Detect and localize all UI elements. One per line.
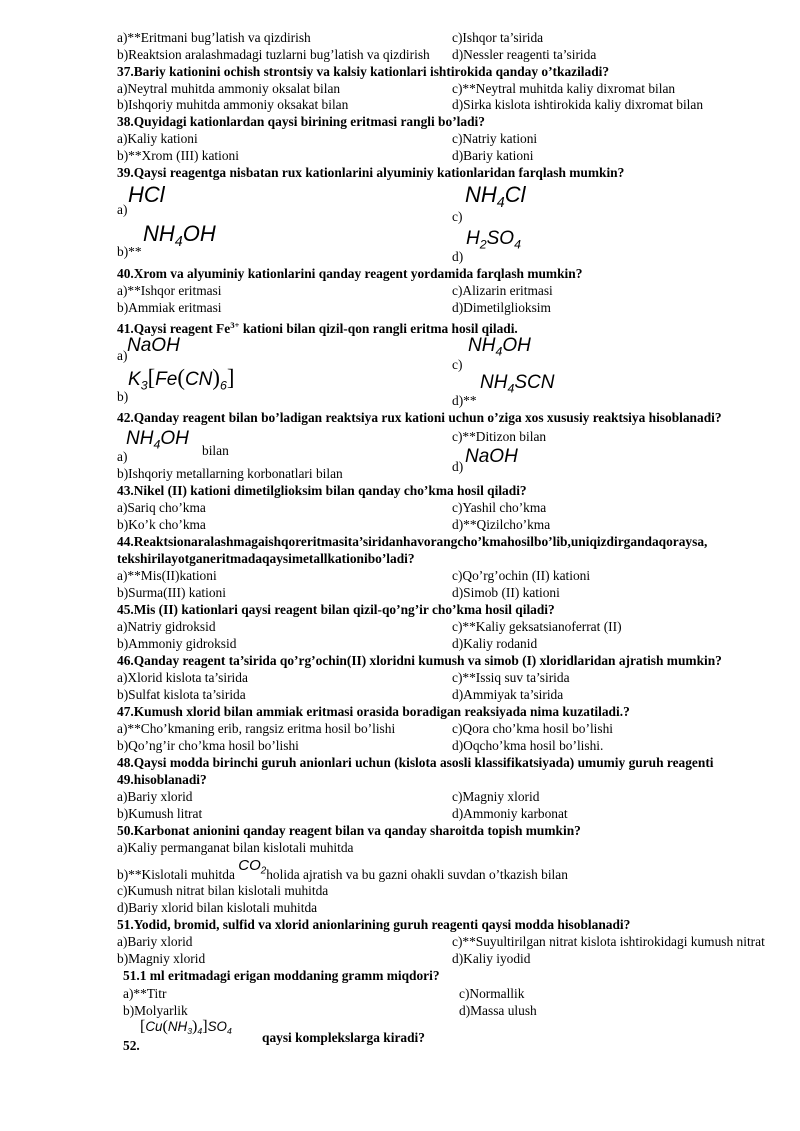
q44-title-line2: tekshirilayotganeritmadaqaysimetallkationibo’ladi?: [117, 551, 415, 566]
q39-option-a-formula: HCl: [128, 182, 165, 207]
q48-option-d: d)Ammoniy karbonat: [452, 806, 568, 821]
q50-option-a: a)Kaliy permanganat bilan kislotali muhitda: [117, 840, 354, 855]
q36-option-c: c)Ishqor ta’sirida: [452, 30, 544, 45]
q50-title: 50.Karbonat anionini qanday reagent bilan va qanday sharoitda topish mumkin?: [117, 823, 581, 838]
q42-option-c: c)**Ditizon bilan: [452, 429, 547, 444]
q52-text: qaysi komplekslarga kiradi?: [262, 1030, 425, 1045]
q38-option-c: c)Natriy kationi: [452, 131, 538, 146]
q43-option-b: b)Ko’k cho’kma: [117, 517, 206, 532]
q51b-option-d: d)Massa ulush: [459, 1003, 537, 1018]
q45-option-a: a)Natriy gidroksid: [117, 619, 216, 634]
q44-option-b: b)Surma(III) kationi: [117, 585, 226, 600]
q43-title: 43.Nikel (II) kationi dimetilglioksim bilan qanday cho’kma hosil qiladi?: [117, 483, 527, 498]
q45-option-c: c)**Kaliy geksatsianoferrat (II): [452, 619, 622, 634]
q51-option-b: b)Magniy xlorid: [117, 951, 206, 966]
q38-option-d: d)Bariy kationi: [452, 148, 534, 163]
q52-number: 52.: [123, 1038, 140, 1053]
q43-option-d: d)**Qizilcho’kma: [452, 517, 551, 532]
q36-option-a: a)**Eritmani bug’latish va qizdirish: [117, 30, 311, 45]
q48-title-line1: 48.Qaysi modda birinchi guruh anionlari uchun (kislota asosli klassifikatsiyada) umumiy guruh reagenti: [117, 755, 714, 770]
q46-option-b: b)Sulfat kislota ta’sirida: [117, 687, 246, 702]
q36-option-b: b)Reaktsion aralashmadagi tuzlarni bug’latish va qizdirish: [117, 47, 430, 62]
q51b-option-a: a)**Titr: [123, 986, 167, 1001]
q40-title: 40.Xrom va alyuminiy kationlarini qanday reagent yordamida farqlash mumkin?: [117, 266, 583, 281]
q37-option-c: c)**Neytral muhitda kaliy dixromat bilan: [452, 81, 676, 96]
q50-option-d: d)Bariy xlorid bilan kislotali muhitda: [117, 900, 318, 915]
q39-option-b-label: b)**: [117, 244, 142, 259]
q41-option-d-label: d)**: [452, 393, 477, 408]
q50-option-c: c)Kumush nitrat bilan kislotali muhitda: [117, 883, 329, 898]
q47-title: 47.Kumush xlorid bilan ammiak eritmasi orasida boradigan reaksiyada nima kuzatiladi.?: [117, 704, 630, 719]
co2-formula: $CO_2$: [238, 857, 267, 877]
q41-option-b-label: b): [117, 389, 129, 404]
q46-title: 46.Qanday reagent ta’sirida qo’rg’ochin(II) xloridni kumush va simob (I) xloridlaridan ajratish mumkin?: [117, 653, 722, 668]
q51-option-a: a)Bariy xlorid: [117, 934, 193, 949]
q43-option-c: c)Yashil cho’kma: [452, 500, 547, 515]
q52-formula: $[Cu(NH_3)_4]SO_4$: [140, 1018, 232, 1037]
q44-title-line1: 44.Reaktsionaralashmagaishqoreritmasita’siridanhavorangcho’kmahosilbo’lib,uniqizdirgandaqoraysa,: [117, 534, 708, 549]
q50-option-b: b)**Kislotali muhitda $CO_2holida$ ajratish va bu gazni ohakli suvdan o’tkazish bilan: [117, 857, 568, 882]
q48-option-b: b)Kumush litrat: [117, 806, 203, 821]
q42-option-a-formula: $NH_4OH$: [126, 428, 189, 452]
q37-option-d: d)Sirka kislota ishtirokida kaliy dixromat bilan: [452, 97, 704, 112]
q42-option-d-label: d): [452, 459, 464, 474]
q41-option-c-formula: $NH_4OH$: [468, 335, 531, 359]
q46-option-c: c)**Issiq suv ta’sirida: [452, 670, 570, 685]
q44-option-d: d)Simob (II) kationi: [452, 585, 560, 600]
q40-option-d: d)Dimetilglioksim: [452, 300, 551, 315]
q38-option-b: b)**Xrom (III) kationi: [117, 148, 239, 163]
q51-title: 51.Yodid, bromid, sulfid va xlorid anionlarining guruh reagenti qaysi modda hisoblanadi?: [117, 917, 631, 932]
q39-option-b-formula: $NH_4OH$: [143, 221, 216, 250]
q41-option-c-label: c): [452, 357, 463, 372]
q45-option-d: d)Kaliy rodanid: [452, 636, 538, 651]
q51-option-c: c)**Suyultirilgan nitrat kislota ishtirokidagi kumush nitrat: [452, 934, 765, 949]
q40-option-a: a)**Ishqor eritmasi: [117, 283, 222, 298]
q41-option-a-formula: NaOH: [127, 335, 180, 356]
q39-option-d-formula: $H_2SO_4$: [466, 228, 521, 252]
q47-option-c: c)Qora cho’kma hosil bo’lishi: [452, 721, 614, 736]
q51b-option-c: c)Normallik: [459, 986, 525, 1001]
q48-option-a: a)Bariy xlorid: [117, 789, 193, 804]
q44-option-a: a)**Mis(II)kationi: [117, 568, 217, 583]
q37-option-a: a)Neytral muhitda ammoniy oksalat bilan: [117, 81, 341, 96]
q36-option-d: d)Nessler reagenti ta’sirida: [452, 47, 597, 62]
q40-option-b: b)Ammiak eritmasi: [117, 300, 222, 315]
q51b-title: 51.1 ml eritmadagi erigan moddaning gramm miqdori?: [123, 968, 440, 983]
q45-title: 45.Mis (II) kationlari qaysi reagent bilan qizil-qo’ng’ir cho’kma hosil qiladi?: [117, 602, 555, 617]
q42-option-a-text: bilan: [202, 443, 229, 458]
q48-option-c: c)Magniy xlorid: [452, 789, 540, 804]
q41-option-a-label: a): [117, 348, 128, 363]
q40-option-c: c)Alizarin eritmasi: [452, 283, 553, 298]
q41-title: 41.Qaysi reagent $Fe^{3+}$ kationi bilan qizil-qon rangli eritma hosil qiladi.: [117, 320, 518, 337]
q38-title: 38.Quyidagi kationlardan qaysi birining eritmasi rangli bo’ladi?: [117, 114, 485, 129]
q37-option-b: b)Ishqoriy muhitda ammoniy oksakat bilan: [117, 97, 349, 112]
q39-option-c-formula: $NH_4Cl$: [465, 182, 526, 211]
q39-title: 39.Qaysi reagentga nisbatan rux kationlarini alyuminiy kationlaridan farqlash mumkin?: [117, 165, 625, 180]
q39-option-c-label: c): [452, 209, 463, 224]
q39-option-a-label: a): [117, 202, 128, 217]
q46-option-d: d)Ammiyak ta’sirida: [452, 687, 564, 702]
q43-option-a: a)Sariq cho’kma: [117, 500, 206, 515]
q47-option-a: a)**Cho’kmaning erib, rangsiz eritma hosil bo’lishi: [117, 721, 396, 736]
q45-option-b: b)Ammoniy gidroksid: [117, 636, 237, 651]
q42-option-b: b)Ishqoriy metallarning korbonatlari bilan: [117, 466, 343, 481]
q37-title: 37.Bariy kationini ochish strontsiy va kalsiy kationlari ishtirokida qanday o’tkaziladi?: [117, 64, 610, 79]
q47-option-b: b)Qo’ng’ir cho’kma hosil bo’lishi: [117, 738, 299, 753]
q42-option-d-formula: NaOH: [465, 446, 518, 467]
q46-option-a: a)Xlorid kislota ta’sirida: [117, 670, 248, 685]
q42-title: 42.Qanday reagent bilan bo’ladigan reaktsiya rux kationi uchun o’ziga xos xususiy reaktsiya hisoblanadi?: [117, 410, 722, 425]
q41-option-d-formula: $NH_4SCN$: [480, 372, 555, 396]
q44-option-c: c)Qo’rg’ochin (II) kationi: [452, 568, 591, 583]
q47-option-d: d)Oqcho’kma hosil bo’lishi.: [452, 738, 604, 753]
q39-option-d-label: d): [452, 249, 464, 264]
q42-option-a-label: a): [117, 449, 128, 464]
q38-option-a: a)Kaliy kationi: [117, 131, 198, 146]
q51b-option-b: b)Molyarlik: [123, 1003, 188, 1018]
q48-title-line2: 49.hisoblanadi?: [117, 772, 207, 787]
q41-option-b-formula: $K_3[Fe(CN)_6]$: [128, 365, 235, 393]
q51-option-d: d)Kaliy iyodid: [452, 951, 531, 966]
